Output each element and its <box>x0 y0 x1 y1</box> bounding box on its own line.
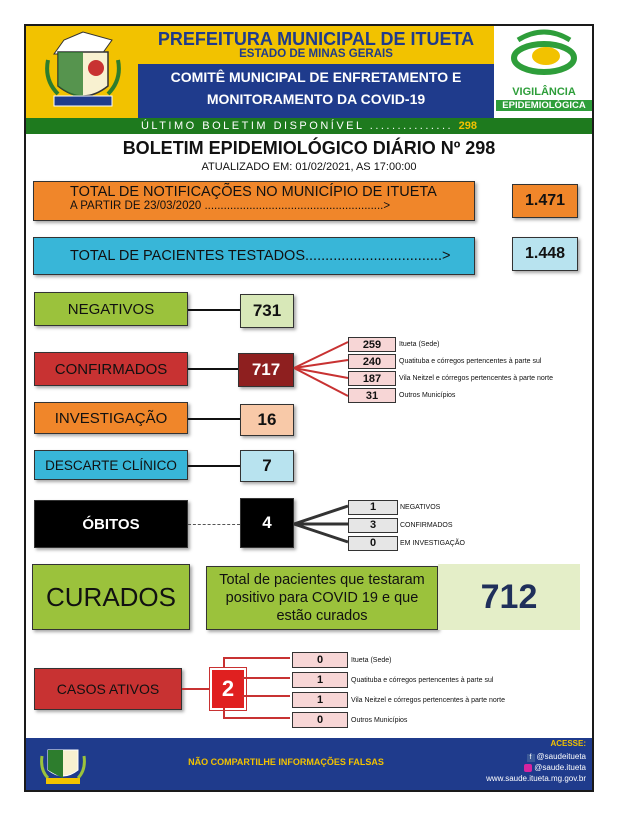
footer-facebook[interactable] <box>426 752 586 762</box>
header-committee-line2: MONITORAMENTO DA COVID-19 <box>206 91 426 107</box>
notifications-line1: TOTAL DE NOTIFICAÇÕES NO MUNICÍPIO DE ITUETA <box>70 184 437 200</box>
notifications-value: 1.471 <box>512 184 578 218</box>
curados-description: Total de pacientes que testaram positivo para COVID 19 e que estão curados <box>206 566 438 630</box>
negativos-value: 731 <box>240 294 294 328</box>
list-item <box>348 353 588 370</box>
header-committee-line1: COMITÊ MUNICIPAL DE ENFRETAMENTO E <box>170 69 462 85</box>
breakdown-value: 0 <box>292 712 348 728</box>
list-item <box>348 498 588 516</box>
obitos-label: ÓBITOS <box>34 500 188 548</box>
vigilancia-line2: EPIDEMIOLÓGICA <box>496 100 592 111</box>
footer-instagram[interactable] <box>426 763 586 772</box>
ativos-value: 2 <box>210 668 246 710</box>
facebook-icon: f <box>527 754 535 762</box>
breakdown-value: 31 <box>348 388 396 403</box>
breakdown-value: 187 <box>348 371 396 386</box>
confirmados-connector <box>188 368 238 370</box>
instagram-icon <box>524 764 532 772</box>
curados-label: CURADOS <box>32 564 190 630</box>
bulletin-page <box>24 24 594 792</box>
breakdown-label: NEGATIVOS <box>400 503 441 511</box>
breakdown-label: Outros Municípios <box>399 392 456 399</box>
vigilancia-logo-icon <box>508 28 580 84</box>
ativos-breakdown <box>292 650 592 730</box>
list-item <box>348 370 588 387</box>
curados-value: 712 <box>438 564 580 630</box>
breakdown-label: CONFIRMADOS <box>400 521 453 529</box>
municipal-coat-of-arms-icon <box>44 30 122 114</box>
bulletin-title: BOLETIM EPIDEMIOLÓGICO DIÁRIO Nº 298 <box>122 138 496 158</box>
obitos-value: 4 <box>240 498 294 548</box>
latest-bulletin-bar <box>26 118 592 134</box>
investigacao-connector <box>188 418 240 420</box>
latest-bulletin-number: 298 <box>458 120 478 132</box>
breakdown-label: Itueta (Sede) <box>399 341 440 348</box>
list-item <box>292 670 592 690</box>
breakdown-value: 0 <box>292 652 348 668</box>
notifications-box <box>33 181 475 221</box>
list-item <box>292 650 592 670</box>
tested-label: TOTAL DE PACIENTES TESTADOS..................................> <box>33 237 475 275</box>
footer-acesse: ACESSE: <box>550 739 586 748</box>
breakdown-label: Quatituba e córregos pertencentes à parte sul <box>351 676 494 684</box>
breakdown-value: 1 <box>348 500 398 515</box>
list-item <box>292 710 592 730</box>
breakdown-value: 240 <box>348 354 396 369</box>
latest-bulletin-label: ÚLTIMO BOLETIM DISPONÍVEL ............... <box>140 120 454 132</box>
notifications-line2: A PARTIR DE 23/03/2020 ........................................................> <box>70 200 391 212</box>
ativos-connector <box>182 688 210 690</box>
confirmados-label: CONFIRMADOS <box>34 352 188 386</box>
obitos-connector <box>188 524 240 525</box>
ativos-brackets <box>218 650 292 726</box>
list-item <box>348 387 588 404</box>
negativos-connector <box>188 309 240 311</box>
facebook-handle: @saudeitueta <box>536 752 586 761</box>
descarte-connector <box>188 465 240 467</box>
negativos-label: NEGATIVOS <box>34 292 188 326</box>
breakdown-label: Vila Neitzel e córregos pertencentes à parte norte <box>399 375 553 382</box>
confirmados-arrows <box>292 334 352 404</box>
bulletin-updated: ATUALIZADO EM: 01/02/2021, AS 17:00:00 <box>201 161 417 173</box>
obitos-arrows <box>292 496 352 552</box>
vigilancia-line1: VIGILÂNCIA <box>512 86 576 98</box>
tested-value: 1.448 <box>512 237 578 271</box>
investigacao-value: 16 <box>240 404 294 436</box>
confirmados-value: 717 <box>238 353 294 387</box>
breakdown-label: Outros Municípios <box>351 716 408 724</box>
breakdown-value: 3 <box>348 518 398 533</box>
ativos-label: CASOS ATIVOS <box>34 668 182 710</box>
descarte-label: DESCARTE CLÍNICO <box>34 450 188 480</box>
breakdown-label: Quatituba e córregos pertencentes à parte sul <box>399 358 542 365</box>
instagram-handle: @saude.itueta <box>534 763 586 772</box>
list-item <box>292 690 592 710</box>
breakdown-label: Vila Neitzel e córregos pertencentes à parte norte <box>351 696 505 704</box>
descarte-value: 7 <box>240 450 294 482</box>
footer-message: NÃO COMPARTILHE INFORMAÇÕES FALSAS <box>188 757 384 767</box>
breakdown-label: EM INVESTIGAÇÃO <box>400 539 465 547</box>
breakdown-value: 1 <box>292 672 348 688</box>
confirmados-breakdown <box>348 336 588 404</box>
obitos-breakdown <box>348 498 588 552</box>
breakdown-value: 259 <box>348 337 396 352</box>
breakdown-value: 0 <box>348 536 398 551</box>
breakdown-label: Itueta (Sede) <box>351 656 392 664</box>
header-state: ESTADO DE MINAS GERAIS <box>239 48 393 60</box>
list-item <box>348 516 588 534</box>
investigacao-label: INVESTIGAÇÃO <box>34 402 188 434</box>
breakdown-value: 1 <box>292 692 348 708</box>
header-title: PREFEITURA MUNICIPAL DE ITUETA <box>157 29 475 49</box>
footer-website[interactable]: www.saude.itueta.mg.gov.br <box>486 774 586 783</box>
list-item <box>348 336 588 353</box>
list-item <box>348 534 588 552</box>
footer-coat-of-arms-icon <box>40 740 86 786</box>
